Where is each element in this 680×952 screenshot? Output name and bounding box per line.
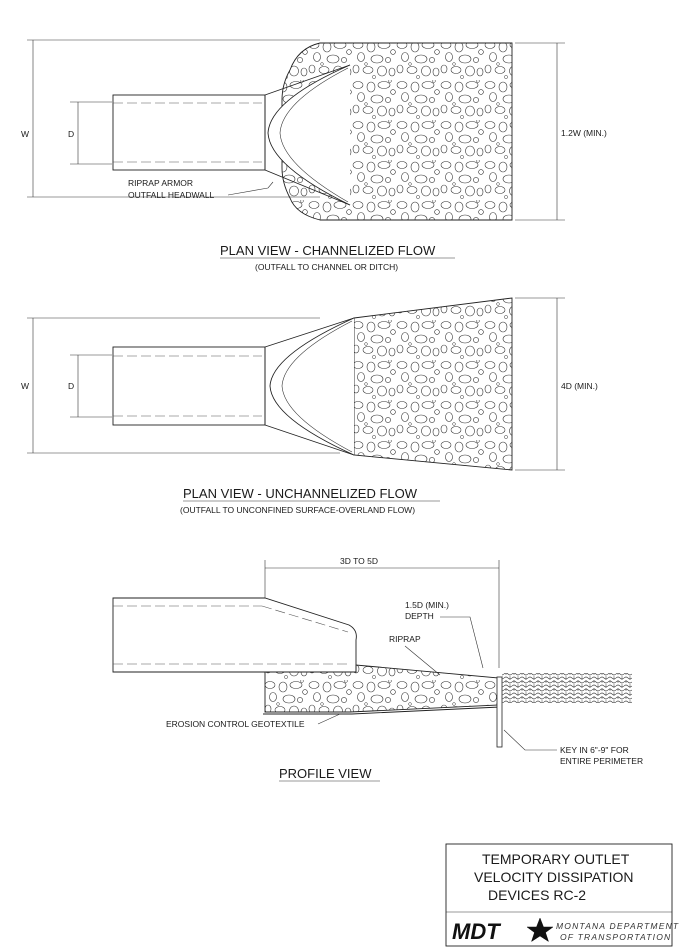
unchannelized-dim-w: W <box>21 381 30 391</box>
channelized-subtitle: (OUTFALL TO CHANNEL OR DITCH) <box>255 262 399 272</box>
profile-existing-ground <box>502 673 632 703</box>
profile-view <box>113 556 643 781</box>
channelized-callout-headwall: OUTFALL HEADWALL <box>128 190 215 200</box>
agency-line2: OF TRANSPORTATION <box>560 932 672 942</box>
profile-depth-line2: DEPTH <box>405 611 434 621</box>
unchannelized-title: PLAN VIEW - UNCHANNELIZED FLOW <box>183 486 418 501</box>
channelized-dim-length: 1.2W (MIN.) <box>561 128 607 138</box>
profile-dim-top: 3D TO 5D <box>340 556 378 566</box>
title-block-line3: DEVICES RC-2 <box>488 887 587 903</box>
profile-title: PROFILE VIEW <box>279 766 372 781</box>
unchannelized-subtitle: (OUTFALL TO UNCONFINED SURFACE-OVERLAND FLOW) <box>180 505 416 515</box>
profile-key-line1: KEY IN 6"-9" FOR <box>560 745 629 755</box>
plan-view-channelized <box>21 40 607 272</box>
profile-key-line2: ENTIRE PERIMETER <box>560 756 644 766</box>
unchannelized-dim-length: 4D (MIN.) <box>561 381 598 391</box>
channelized-dim-d: D <box>68 129 75 139</box>
unchannelized-dim-d: D <box>68 381 75 391</box>
title-block-line1: TEMPORARY OUTLET <box>482 851 630 867</box>
channelized-dim-w: W <box>21 129 30 139</box>
agency-line1: MONTANA DEPARTMENT <box>556 921 680 931</box>
title-block <box>446 844 679 946</box>
channelized-callout-riprap: RIPRAP ARMOR <box>128 178 194 188</box>
profile-geotextile-label: EROSION CONTROL GEOTEXTILE <box>166 719 305 729</box>
plan-view-unchannelized <box>21 298 598 515</box>
channelized-title: PLAN VIEW - CHANNELIZED FLOW <box>220 243 436 258</box>
title-block-line2: VELOCITY DISSIPATION <box>474 869 634 885</box>
profile-riprap-label: RIPRAP <box>389 634 421 644</box>
profile-riprap <box>265 665 499 712</box>
mdt-logo: MDT <box>452 919 500 944</box>
profile-depth-line1: 1.5D (MIN.) <box>405 600 449 610</box>
profile-key-in <box>497 677 502 747</box>
unchannelized-riprap-apron <box>354 298 512 470</box>
